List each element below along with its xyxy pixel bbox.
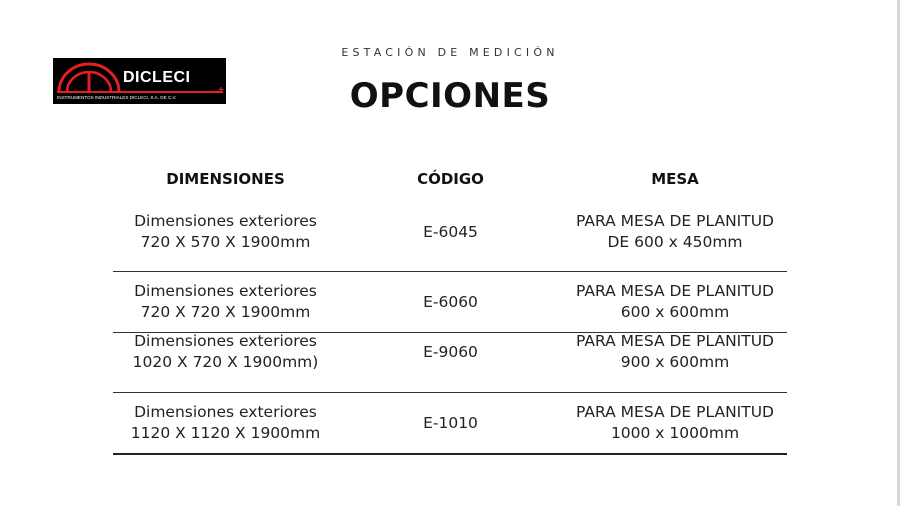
logo-tagline: INSTRUMENTOS INDUSTRIALES DICLECI, S.A. DE C.V.	[57, 95, 177, 100]
mesa-value: 1000 x 1000mm	[610, 424, 740, 442]
dimensions-label: Dimensiones exteriores	[134, 282, 317, 300]
column-header-mesa: MESA	[651, 170, 699, 188]
dimensions-value: 1120 X 1120 X 1900mm	[130, 424, 321, 442]
slide-subtitle: ESTACIÓN DE MEDICIÓN	[341, 46, 559, 59]
mesa-value: 900 x 600mm	[620, 353, 730, 371]
dimensions-value: 1020 X 720 X 1900mm)	[132, 353, 319, 371]
row-divider	[113, 271, 787, 272]
mesa-label: PARA MESA DE PLANITUD	[576, 332, 774, 350]
code-cell: E-6060	[423, 292, 478, 311]
mesa-label: PARA MESA DE PLANITUD	[576, 282, 774, 300]
mesa-label: PARA MESA DE PLANITUD	[576, 212, 774, 230]
slide-title: OPCIONES	[349, 76, 551, 116]
dimensions-cell	[113, 397, 338, 449]
code-cell: E-9060	[423, 342, 478, 361]
mesa-label: PARA MESA DE PLANITUD	[576, 403, 774, 421]
dimensions-label: Dimensiones exteriores	[134, 212, 317, 230]
column-header-code: CÓDIGO	[417, 170, 484, 188]
row-divider	[113, 392, 787, 393]
column-header-dimensions: DIMENSIONES	[166, 170, 285, 188]
code-cell: E-1010	[423, 413, 478, 432]
dimensions-cell	[113, 326, 338, 378]
dimensions-label: Dimensiones exteriores	[134, 403, 317, 421]
mesa-cell	[563, 206, 787, 258]
dimensions-value: 720 X 570 X 1900mm	[140, 233, 311, 251]
table-row	[113, 397, 787, 449]
code-cell: E-6045	[423, 222, 478, 241]
mesa-value: DE 600 x 450mm	[607, 233, 743, 251]
logo-wordmark: DICLECI	[123, 69, 191, 86]
dimensions-label: Dimensiones exteriores	[134, 332, 317, 350]
mesa-value: 600 x 600mm	[620, 303, 730, 321]
dimensions-value: 720 X 720 X 1900mm	[140, 303, 311, 321]
table-row	[113, 206, 787, 258]
dimensions-cell	[113, 206, 338, 258]
table-row	[113, 276, 787, 328]
table-bottom-rule	[113, 453, 787, 455]
table-row	[113, 326, 787, 378]
mesa-cell	[563, 276, 787, 328]
logo-plus-icon: +	[218, 85, 224, 96]
mesa-cell	[563, 326, 787, 378]
mesa-cell	[563, 397, 787, 449]
dimensions-cell	[113, 276, 338, 328]
